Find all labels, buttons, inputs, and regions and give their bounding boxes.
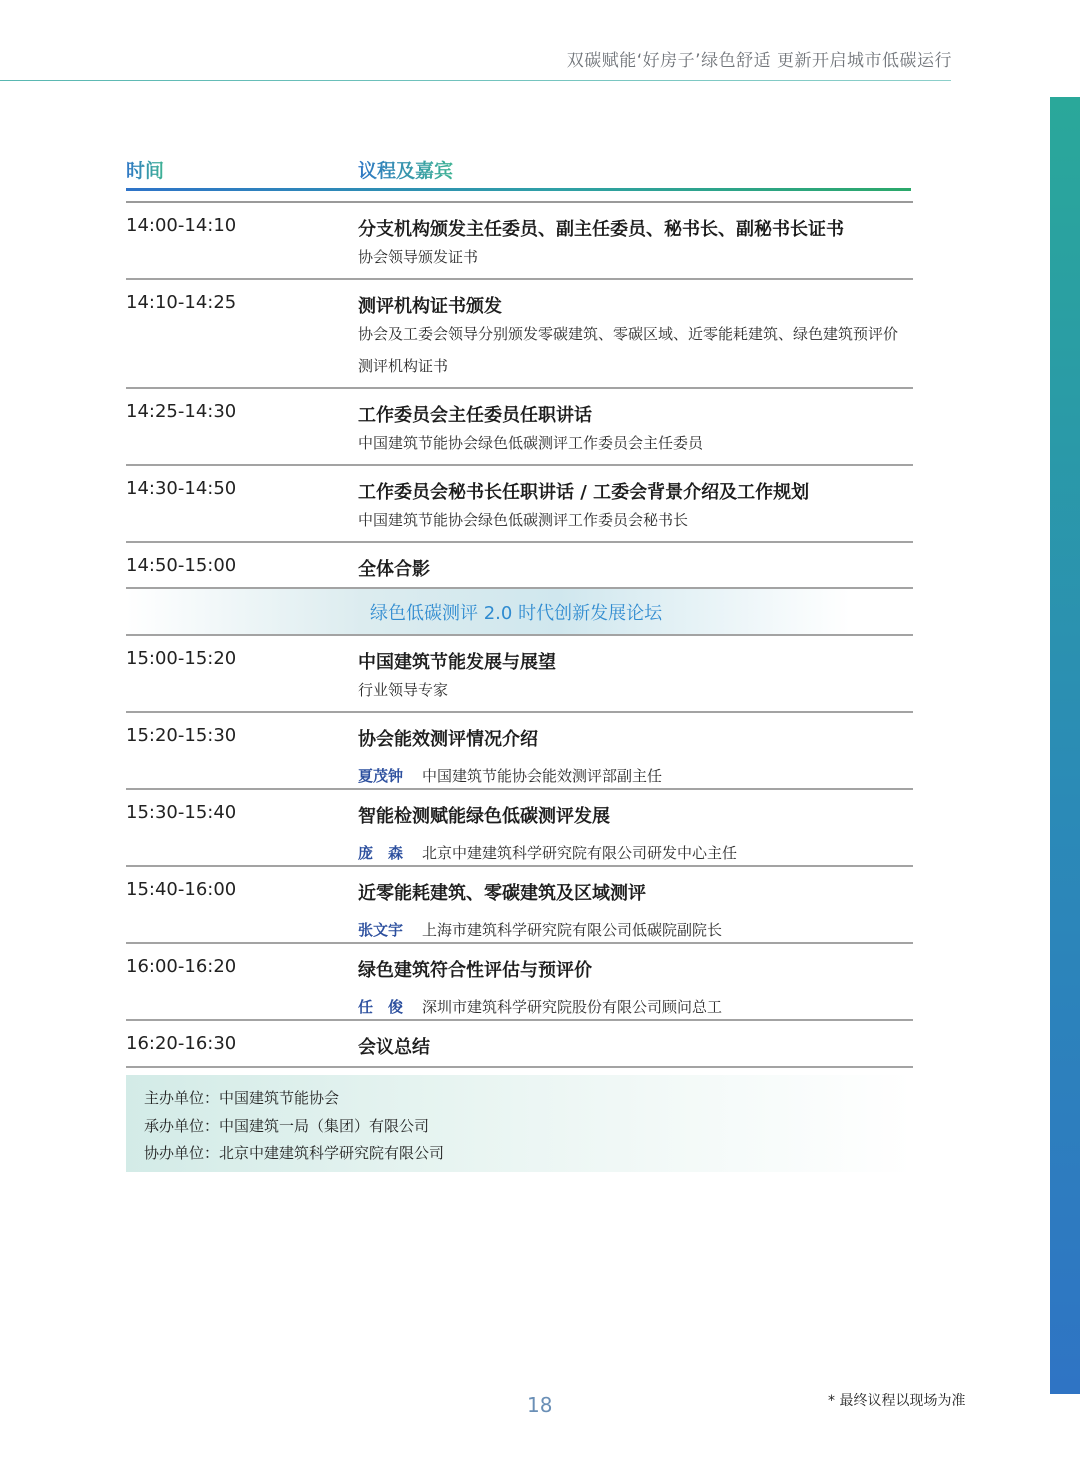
agenda-description: 行业领导专家 <box>358 681 449 699</box>
side-color-bar <box>1050 97 1080 1394</box>
agenda-title: 全体合影 <box>358 559 430 580</box>
agenda-title: 中国建筑节能发展与展望 <box>358 652 556 673</box>
speaker-name: 张文宇 <box>358 921 404 939</box>
agenda-description: 中国建筑节能协会绿色低碳测评工作委员会主任委员 <box>358 434 704 452</box>
agenda-title: 工作委员会秘书长任职讲话 / 工委会背景介绍及工作规划 <box>358 482 810 503</box>
agenda-speaker <box>358 842 737 863</box>
speaker-name: 庞 森 <box>358 844 404 862</box>
agenda-speaker <box>358 919 722 940</box>
agenda-table <box>126 203 913 1068</box>
agenda-description: 协会及工委会领导分别颁发零碳建筑、零碳区域、近零能耗建筑、绿色建筑预评价测评机构证书 <box>358 325 899 375</box>
agenda-description: 协会领导颁发证书 <box>358 248 479 266</box>
agenda-time: 15:20-15:30 <box>126 725 237 746</box>
agenda-row <box>126 1021 913 1068</box>
agenda-time: 14:30-14:50 <box>126 478 237 499</box>
agenda-time: 16:20-16:30 <box>126 1033 237 1054</box>
column-header-topic: 议程及嘉宾 <box>358 156 453 183</box>
agenda-title: 近零能耗建筑、零碳建筑及区域测评 <box>358 883 646 904</box>
speaker-role: 深圳市建筑科学研究院股份有限公司顾问总工 <box>422 998 723 1016</box>
agenda-title: 绿色建筑符合性评估与预评价 <box>358 960 592 981</box>
agenda-time: 14:10-14:25 <box>126 292 237 313</box>
agenda-row <box>126 280 913 389</box>
speaker-name: 夏茂钟 <box>358 767 404 785</box>
agenda-row <box>126 389 913 466</box>
agenda-row <box>126 944 913 1021</box>
co-organizer: 协办单位：北京中建建筑科学研究院有限公司 <box>144 1144 445 1162</box>
forum-banner <box>126 589 913 636</box>
agenda-row <box>126 790 913 867</box>
agenda-row <box>126 203 913 280</box>
footnote: * 最终议程以现场为准 <box>828 1393 966 1409</box>
column-header-time: 时间 <box>126 156 164 183</box>
agenda-time: 14:25-14:30 <box>126 401 237 422</box>
agenda-title: 工作委员会主任委员任职讲话 <box>358 405 592 426</box>
organizers-box <box>126 1075 913 1172</box>
agenda-time: 15:30-15:40 <box>126 802 237 823</box>
agenda-time: 15:40-16:00 <box>126 879 237 900</box>
agenda-row <box>126 713 913 790</box>
agenda-row <box>126 466 913 543</box>
agenda-title: 协会能效测评情况介绍 <box>358 729 538 750</box>
agenda-title: 分支机构颁发主任委员、副主任委员、秘书长、副秘书长证书 <box>358 219 844 240</box>
agenda-title: 测评机构证书颁发 <box>358 296 502 317</box>
table-header <box>126 156 911 192</box>
agenda-speaker <box>358 996 722 1017</box>
header-rule-gradient <box>126 188 911 191</box>
agenda-row <box>126 636 913 713</box>
header-divider <box>0 80 951 81</box>
agenda-title: 智能检测赋能绿色低碳测评发展 <box>358 806 610 827</box>
speaker-role: 上海市建筑科学研究院有限公司低碳院副院长 <box>422 921 723 939</box>
agenda-time: 14:00-14:10 <box>126 215 237 236</box>
agenda-time: 14:50-15:00 <box>126 555 237 576</box>
agenda-time: 16:00-16:20 <box>126 956 237 977</box>
agenda-row <box>126 867 913 944</box>
agenda-title: 会议总结 <box>358 1037 430 1058</box>
speaker-role: 中国建筑节能协会能效测评部副主任 <box>422 767 663 785</box>
main-organizer: 承办单位：中国建筑一局（集团）有限公司 <box>144 1117 430 1135</box>
agenda-speaker <box>358 765 662 786</box>
forum-title: 绿色低碳测评 2.0 时代创新发展论坛 <box>370 603 663 624</box>
agenda-row <box>126 543 913 589</box>
speaker-name: 任 俊 <box>358 998 404 1016</box>
header-title: 双碳赋能‘好房子’绿色舒适 更新开启城市低碳运行 <box>566 51 952 71</box>
agenda-time: 15:00-15:20 <box>126 648 237 669</box>
page-number: 18 <box>527 1393 553 1417</box>
speaker-role: 北京中建建筑科学研究院有限公司研发中心主任 <box>422 844 738 862</box>
host-organizer: 主办单位：中国建筑节能协会 <box>144 1089 340 1107</box>
agenda-description: 中国建筑节能协会绿色低碳测评工作委员会秘书长 <box>358 511 689 529</box>
